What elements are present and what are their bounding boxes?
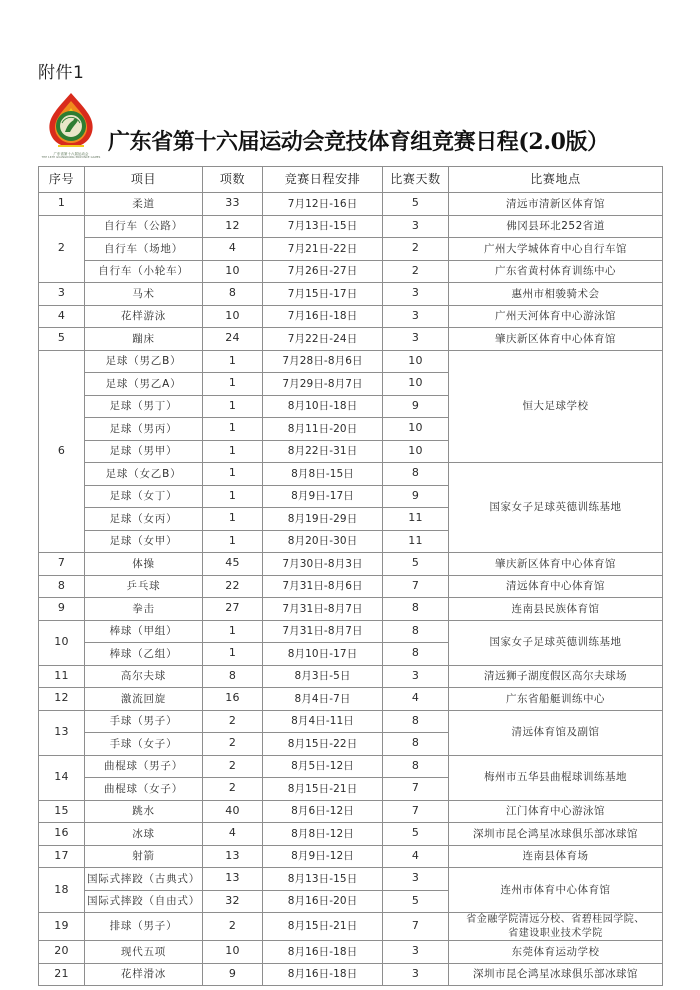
- cell-dates: 8月9日-17日: [263, 485, 383, 508]
- cell-count: 24: [203, 328, 263, 351]
- cell-count: 1: [203, 530, 263, 553]
- table-row: [39, 963, 663, 986]
- cell-dates: 7月12日-16日: [263, 193, 383, 216]
- cell-dates: 8月8日-15日: [263, 463, 383, 486]
- cell-dates: 8月16日-18日: [263, 963, 383, 986]
- table-row: [39, 620, 663, 643]
- cell-no: 21: [39, 963, 85, 986]
- cell-days: 7: [383, 800, 449, 823]
- cell-count: 32: [203, 890, 263, 913]
- cell-item: 冰球: [85, 823, 203, 846]
- cell-count: 4: [203, 823, 263, 846]
- cell-days: 8: [383, 643, 449, 666]
- cell-days: 10: [383, 350, 449, 373]
- cell-days: 5: [383, 823, 449, 846]
- cell-dates: 8月10日-17日: [263, 643, 383, 666]
- cell-count: 2: [203, 778, 263, 801]
- table-row: [39, 215, 663, 238]
- cell-venue: 佛冈县环北252省道: [449, 215, 663, 238]
- cell-days: 8: [383, 620, 449, 643]
- cell-venue: 恒大足球学校: [449, 350, 663, 463]
- emblem-caption: [38, 152, 104, 159]
- table-row: [39, 350, 663, 373]
- cell-item: 现代五项: [85, 941, 203, 964]
- cell-count: 1: [203, 508, 263, 531]
- cell-days: 5: [383, 890, 449, 913]
- emblem-caption-en: THE 16TH GUANGDONG PROVINCE GAMES: [41, 155, 101, 159]
- cell-dates: 7月16日-18日: [263, 305, 383, 328]
- table-row: [39, 575, 663, 598]
- cell-days: 3: [383, 328, 449, 351]
- cell-count: 27: [203, 598, 263, 621]
- cell-item: 手球（女子）: [85, 733, 203, 756]
- table-header-row: [39, 167, 663, 193]
- cell-item: 足球（女丙）: [85, 508, 203, 531]
- cell-dates: 7月21日-22日: [263, 238, 383, 261]
- cell-dates: 7月13日-15日: [263, 215, 383, 238]
- cell-item: 足球（女乙B）: [85, 463, 203, 486]
- cell-dates: 7月22日-24日: [263, 328, 383, 351]
- cell-venue: 梅州市五华县曲棍球训练基地: [449, 755, 663, 800]
- column-header-no: 序号: [39, 167, 85, 193]
- cell-dates: 8月16日-18日: [263, 941, 383, 964]
- cell-dates: 8月8日-12日: [263, 823, 383, 846]
- cell-dates: 8月19日-29日: [263, 508, 383, 531]
- cell-days: 8: [383, 733, 449, 756]
- cell-dates: 8月5日-12日: [263, 755, 383, 778]
- cell-no: 3: [39, 283, 85, 306]
- cell-item: 射箭: [85, 845, 203, 868]
- cell-count: 10: [203, 941, 263, 964]
- cell-venue: 广东省船艇训练中心: [449, 688, 663, 711]
- cell-dates: 8月11日-20日: [263, 418, 383, 441]
- table-row: [39, 328, 663, 351]
- cell-venue: 连南县民族体育馆: [449, 598, 663, 621]
- cell-venue: 惠州市相骏骑术会: [449, 283, 663, 306]
- cell-item: 自行车（小轮车）: [85, 260, 203, 283]
- cell-days: 11: [383, 508, 449, 531]
- cell-days: 8: [383, 755, 449, 778]
- cell-item: 棒球（甲组）: [85, 620, 203, 643]
- cell-venue: 清远体育中心体育馆: [449, 575, 663, 598]
- cell-venue: 广州大学城体育中心自行车馆: [449, 238, 663, 261]
- cell-dates: 8月22日-31日: [263, 440, 383, 463]
- cell-count: 1: [203, 440, 263, 463]
- cell-no: 12: [39, 688, 85, 711]
- table-row: [39, 238, 663, 261]
- cell-venue: 清远体育馆及副馆: [449, 710, 663, 755]
- cell-no: 8: [39, 575, 85, 598]
- schedule-table-container: [38, 166, 662, 986]
- cell-item: 足球（女丁）: [85, 485, 203, 508]
- cell-count: 9: [203, 963, 263, 986]
- cell-venue: 清远狮子湖度假区高尔夫球场: [449, 665, 663, 688]
- cell-venue: 东莞体育运动学校: [449, 941, 663, 964]
- cell-dates: 7月31日-8月7日: [263, 620, 383, 643]
- cell-no: 20: [39, 941, 85, 964]
- attachment-label: 附件1: [38, 63, 85, 83]
- cell-count: 1: [203, 463, 263, 486]
- cell-days: 3: [383, 665, 449, 688]
- cell-item: 足球（男乙B）: [85, 350, 203, 373]
- cell-count: 13: [203, 868, 263, 891]
- cell-item: 国际式摔跤（自由式）: [85, 890, 203, 913]
- cell-item: 棒球（乙组）: [85, 643, 203, 666]
- cell-days: 3: [383, 868, 449, 891]
- column-header-count: 项数: [203, 167, 263, 193]
- table-row: [39, 800, 663, 823]
- cell-dates: 8月10日-18日: [263, 395, 383, 418]
- cell-count: 1: [203, 418, 263, 441]
- table-row: [39, 913, 663, 941]
- cell-dates: 7月31日-8月6日: [263, 575, 383, 598]
- cell-venue: 广东省黄村体育训练中心: [449, 260, 663, 283]
- cell-item: 蹦床: [85, 328, 203, 351]
- cell-item: 高尔夫球: [85, 665, 203, 688]
- cell-days: 2: [383, 238, 449, 261]
- cell-count: 1: [203, 395, 263, 418]
- cell-days: 7: [383, 778, 449, 801]
- cell-count: 40: [203, 800, 263, 823]
- cell-days: 10: [383, 373, 449, 396]
- table-row: [39, 868, 663, 891]
- cell-item: 足球（女甲）: [85, 530, 203, 553]
- cell-dates: 7月31日-8月7日: [263, 598, 383, 621]
- cell-item: 足球（男丁）: [85, 395, 203, 418]
- table-row: [39, 283, 663, 306]
- cell-item: 曲棍球（女子）: [85, 778, 203, 801]
- cell-item: 国际式摔跤（古典式）: [85, 868, 203, 891]
- cell-count: 2: [203, 755, 263, 778]
- cell-days: 5: [383, 193, 449, 216]
- cell-venue: 深圳市昆仑鸿星冰球俱乐部冰球馆: [449, 823, 663, 846]
- table-row: [39, 710, 663, 733]
- cell-no: 18: [39, 868, 85, 913]
- table-row: [39, 305, 663, 328]
- table-row: [39, 260, 663, 283]
- cell-count: 16: [203, 688, 263, 711]
- cell-days: 4: [383, 845, 449, 868]
- cell-dates: 8月15日-22日: [263, 733, 383, 756]
- cell-count: 1: [203, 350, 263, 373]
- cell-dates: 8月6日-12日: [263, 800, 383, 823]
- table-body: [39, 193, 663, 986]
- cell-dates: 7月29日-8月7日: [263, 373, 383, 396]
- cell-venue: 肇庆新区体育中心体育馆: [449, 328, 663, 351]
- cell-venue: 广州天河体育中心游泳馆: [449, 305, 663, 328]
- cell-days: 9: [383, 395, 449, 418]
- cell-days: 9: [383, 485, 449, 508]
- cell-dates: 8月4日-11日: [263, 710, 383, 733]
- cell-days: 3: [383, 305, 449, 328]
- table-row: [39, 823, 663, 846]
- cell-no: 11: [39, 665, 85, 688]
- cell-no: 14: [39, 755, 85, 800]
- cell-venue: 清远市清新区体育馆: [449, 193, 663, 216]
- cell-days: 3: [383, 941, 449, 964]
- cell-item: 激流回旋: [85, 688, 203, 711]
- cell-item: 排球（男子）: [85, 913, 203, 941]
- cell-no: 16: [39, 823, 85, 846]
- table-row: [39, 193, 663, 216]
- cell-dates: 8月9日-12日: [263, 845, 383, 868]
- cell-count: 2: [203, 710, 263, 733]
- cell-dates: 8月20日-30日: [263, 530, 383, 553]
- cell-venue: 省金融学院清远分校、省碧桂园学院、省建设职业技术学院: [449, 913, 663, 941]
- table-row: [39, 941, 663, 964]
- cell-days: 7: [383, 913, 449, 941]
- cell-days: 3: [383, 215, 449, 238]
- cell-dates: 7月15日-17日: [263, 283, 383, 306]
- cell-count: 10: [203, 305, 263, 328]
- cell-days: 8: [383, 463, 449, 486]
- cell-no: 19: [39, 913, 85, 941]
- cell-count: 45: [203, 553, 263, 576]
- cell-no: 6: [39, 350, 85, 553]
- cell-no: 17: [39, 845, 85, 868]
- cell-venue: 肇庆新区体育中心体育馆: [449, 553, 663, 576]
- cell-dates: 8月15日-21日: [263, 778, 383, 801]
- table-row: [39, 598, 663, 621]
- cell-count: 12: [203, 215, 263, 238]
- competition-schedule-table: [38, 166, 663, 986]
- column-header-dates: 竞赛日程安排: [263, 167, 383, 193]
- cell-no: 1: [39, 193, 85, 216]
- cell-dates: 8月3日-5日: [263, 665, 383, 688]
- cell-count: 2: [203, 733, 263, 756]
- cell-dates: 8月4日-7日: [263, 688, 383, 711]
- cell-no: 13: [39, 710, 85, 755]
- cell-item: 拳击: [85, 598, 203, 621]
- cell-dates: 8月16日-20日: [263, 890, 383, 913]
- table-row: [39, 665, 663, 688]
- document-header: [38, 88, 662, 160]
- cell-days: 7: [383, 575, 449, 598]
- cell-days: 10: [383, 418, 449, 441]
- page-title: 广东省第十六届运动会竞技体育组竞赛日程(2.0版）: [108, 129, 609, 155]
- cell-days: 8: [383, 710, 449, 733]
- cell-count: 8: [203, 665, 263, 688]
- emblem-caption-cn: 广东省第十六届运动会: [53, 151, 89, 156]
- cell-item: 跳水: [85, 800, 203, 823]
- table-row: [39, 553, 663, 576]
- cell-count: 4: [203, 238, 263, 261]
- games-emblem-icon: [38, 90, 104, 160]
- cell-count: 10: [203, 260, 263, 283]
- cell-dates: 8月13日-15日: [263, 868, 383, 891]
- cell-venue: 连南县体育场: [449, 845, 663, 868]
- cell-count: 1: [203, 485, 263, 508]
- table-row: [39, 463, 663, 486]
- column-header-item: 项目: [85, 167, 203, 193]
- cell-count: 1: [203, 643, 263, 666]
- cell-no: 7: [39, 553, 85, 576]
- cell-venue: 国家女子足球英德训练基地: [449, 463, 663, 553]
- cell-dates: 8月15日-21日: [263, 913, 383, 941]
- cell-no: 5: [39, 328, 85, 351]
- cell-venue: 国家女子足球英德训练基地: [449, 620, 663, 665]
- cell-item: 自行车（场地）: [85, 238, 203, 261]
- cell-item: 花样游泳: [85, 305, 203, 328]
- cell-dates: 7月30日-8月3日: [263, 553, 383, 576]
- cell-item: 马术: [85, 283, 203, 306]
- cell-dates: 7月28日-8月6日: [263, 350, 383, 373]
- cell-item: 体操: [85, 553, 203, 576]
- cell-item: 足球（男甲）: [85, 440, 203, 463]
- cell-days: 10: [383, 440, 449, 463]
- cell-days: 3: [383, 963, 449, 986]
- cell-count: 13: [203, 845, 263, 868]
- cell-no: 2: [39, 215, 85, 283]
- cell-count: 1: [203, 373, 263, 396]
- cell-count: 8: [203, 283, 263, 306]
- cell-count: 22: [203, 575, 263, 598]
- cell-no: 9: [39, 598, 85, 621]
- cell-item: 足球（男丙）: [85, 418, 203, 441]
- cell-days: 11: [383, 530, 449, 553]
- column-header-venue: 比赛地点: [449, 167, 663, 193]
- cell-item: 曲棍球（男子）: [85, 755, 203, 778]
- cell-count: 2: [203, 913, 263, 941]
- cell-venue: 连州市体育中心体育馆: [449, 868, 663, 913]
- cell-item: 手球（男子）: [85, 710, 203, 733]
- cell-item: 柔道: [85, 193, 203, 216]
- cell-days: 5: [383, 553, 449, 576]
- cell-item: 乒乓球: [85, 575, 203, 598]
- column-header-days: 比赛天数: [383, 167, 449, 193]
- cell-count: 33: [203, 193, 263, 216]
- cell-item: 自行车（公路）: [85, 215, 203, 238]
- cell-no: 15: [39, 800, 85, 823]
- table-row: [39, 845, 663, 868]
- cell-item: 花样滑冰: [85, 963, 203, 986]
- cell-days: 2: [383, 260, 449, 283]
- cell-days: 4: [383, 688, 449, 711]
- cell-venue: 江门体育中心游泳馆: [449, 800, 663, 823]
- cell-count: 1: [203, 620, 263, 643]
- cell-dates: 7月26日-27日: [263, 260, 383, 283]
- cell-days: 3: [383, 283, 449, 306]
- cell-no: 10: [39, 620, 85, 665]
- cell-days: 8: [383, 598, 449, 621]
- cell-no: 4: [39, 305, 85, 328]
- table-row: [39, 755, 663, 778]
- table-row: [39, 688, 663, 711]
- cell-venue: 深圳市昆仑鸿星冰球俱乐部冰球馆: [449, 963, 663, 986]
- cell-item: 足球（男乙A）: [85, 373, 203, 396]
